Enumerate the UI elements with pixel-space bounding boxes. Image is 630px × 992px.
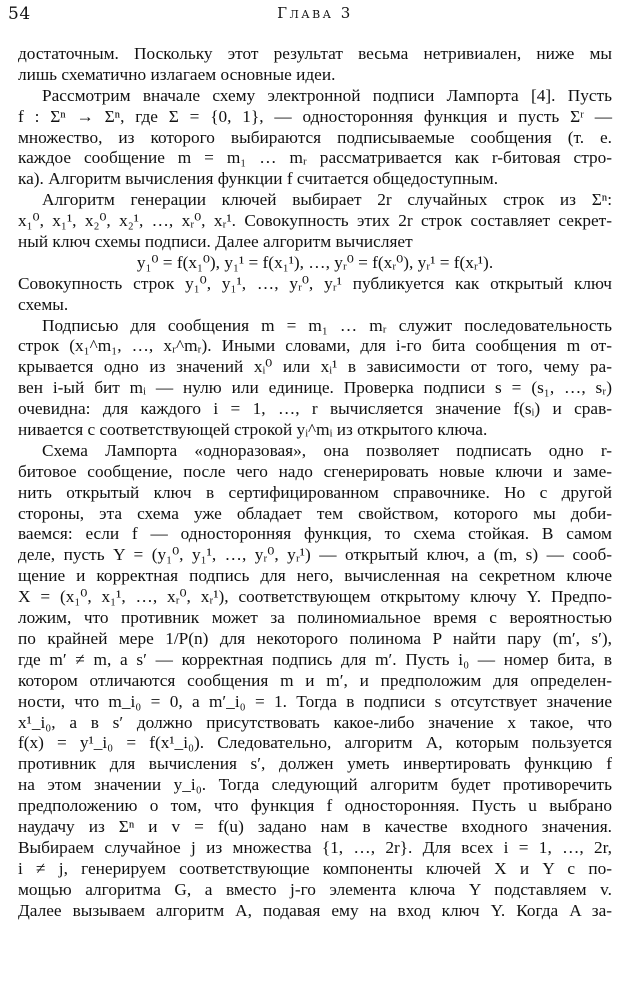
chapter-title: Глава 3	[277, 4, 353, 22]
text-line: ваемся: если f — односторонняя функция, то схема стойкая. В самом	[18, 524, 612, 544]
text-line: множество, из которого выбираются подписываемые сообщения (т. е.	[18, 127, 612, 147]
text-line: строк (x₁^m₁, …, xᵣ^mᵣ). Иными словами, для i-го бита сообщения m от-	[18, 336, 612, 356]
text-line: деле, пусть Y = (y₁⁰, y₁¹, …, yᵣ⁰, yᵣ¹) — открытый ключ, а (m, s) — сооб-	[18, 545, 612, 565]
text-line: f(x) = y¹_i₀ = f(x¹_i₀). Следовательно, алгоритм A, которым пользуется	[18, 733, 612, 753]
text-line: по крайней мере 1/P(n) для некоторого полинома P найти пару (m′, s′),	[18, 628, 612, 648]
page-number: 54	[8, 4, 31, 24]
text-line: котором отличаются сообщения m и m′, и предположим для определен-	[18, 670, 612, 690]
text-line: y₁⁰ = f(x₁⁰), y₁¹ = f(x₁¹), …, yᵣ⁰ = f(xᵣ⁰), yᵣ¹ = f(xᵣ¹).	[136, 252, 494, 272]
text-line: x¹_i₀, а в s′ должно присутствовать какое-либо значение x такое, что	[18, 712, 612, 732]
text-line: Алгоритм генерации ключей выбирает 2r случайных строк из Σⁿ:	[42, 190, 612, 210]
text-line: схемы.	[18, 294, 69, 314]
text-line: Схема Лампорта «одноразовая», она позволяет подписать одно r-	[42, 440, 612, 460]
text-line: наудачу из Σⁿ и v = f(u) задано нам в качестве входного значения.	[18, 816, 612, 836]
text-line: x₁⁰, x₁¹, x₂⁰, x₂¹, …, xᵣ⁰, xᵣ¹. Совокупность этих 2r строк составляет секрет-	[18, 211, 612, 231]
text-line: стороны, эта схема уже обладает тем свойством, которого мы доби-	[18, 503, 612, 523]
text-line: вен i-ый бит mᵢ — нулю или единице. Проверка подписи s = (s₁, …, sᵣ)	[18, 378, 612, 398]
text-line: крывается одно из значений xᵢ⁰ или xᵢ¹ в зависимости от того, чему ра-	[18, 357, 612, 377]
text-line: на этом значении y_i₀. Тогда следующий алгоритм будет противоречить	[18, 775, 612, 795]
text-line: нивается с соответствующей строкой yᵢ^mᵢ из открытого ключа.	[18, 420, 488, 440]
text-line: противник для вычисления s′, должен уметь инвертировать функцию f	[18, 754, 612, 774]
text-line: достаточным. Поскольку этот результат весьма нетривиален, ниже мы	[18, 44, 612, 63]
text-line: ности, что m_i₀ = 0, а m′_i₀ = 1. Тогда в подписи s отсутствует значение	[18, 691, 612, 711]
text-line: Подписью для сообщения m = m₁ … mᵣ служит последовательность	[42, 315, 612, 335]
text-line: Далее вызываем алгоритм A, подавая ему на вход ключ Y. Когда A за-	[18, 900, 612, 920]
text-line: i ≠ j, генерируем соответствующие компоненты ключей X и Y с по-	[18, 858, 612, 878]
text-line: ка). Алгоритм вычисления функции f считается общедоступным.	[18, 169, 499, 189]
text-line: Совокупность строк y₁⁰, y₁¹, …, yᵣ⁰, yᵣ¹ публикуется как открытый ключ	[18, 273, 612, 293]
text-line: нить открытый ключ в сертифицированном справочнике. Но с другой	[18, 482, 612, 502]
text-line: мощью алгоритма G, а вместо j-го элемента ключа Y подставляем v.	[18, 879, 612, 899]
text-line: f : Σⁿ → Σⁿ, где Σ = {0, 1}, — односторонняя функция и пусть Σʳ —	[18, 106, 612, 126]
text-line: битовое сообщение, после чего надо сгенерировать новые ключи и заме-	[18, 461, 612, 481]
text-line: щение и корректная подпись для него, вычисленная на секретном ключе	[18, 566, 612, 586]
text-line: ложим, что противник может за полиномиальное время с вероятностью	[18, 608, 612, 628]
page-header	[0, 0, 630, 34]
text-line: предположению о том, что функция f односторонняя. Пусть u выбрано	[18, 796, 612, 816]
text-line: очевидна: для каждого i = 1, …, r вычисляется значение f(sᵢ) и срав-	[18, 399, 612, 419]
text-line: каждое сообщение m = m₁ … mᵣ рассматривается как r-битовая стро-	[18, 148, 612, 168]
text-line: Рассмотрим вначале схему электронной подписи Лампорта [4]. Пусть	[42, 85, 612, 105]
page-body	[18, 44, 612, 921]
text-line: где m′ ≠ m, а s′ — корректная подпись для m′. Пусть i₀ — номер бита, в	[18, 649, 612, 669]
text-line: лишь схематично излагаем основные идеи.	[18, 64, 336, 84]
text-line: X = (x₁⁰, x₁¹, …, xᵣ⁰, xᵣ¹), соответствующем открытому ключу Y. Предпо-	[18, 587, 612, 607]
text-line: Выбираем случайное j из множества {1, …, 2r}. Для всех i = 1, …, 2r,	[18, 837, 612, 857]
text-line: ный ключ схемы подписи. Далее алгоритм вычисляет	[18, 232, 413, 252]
